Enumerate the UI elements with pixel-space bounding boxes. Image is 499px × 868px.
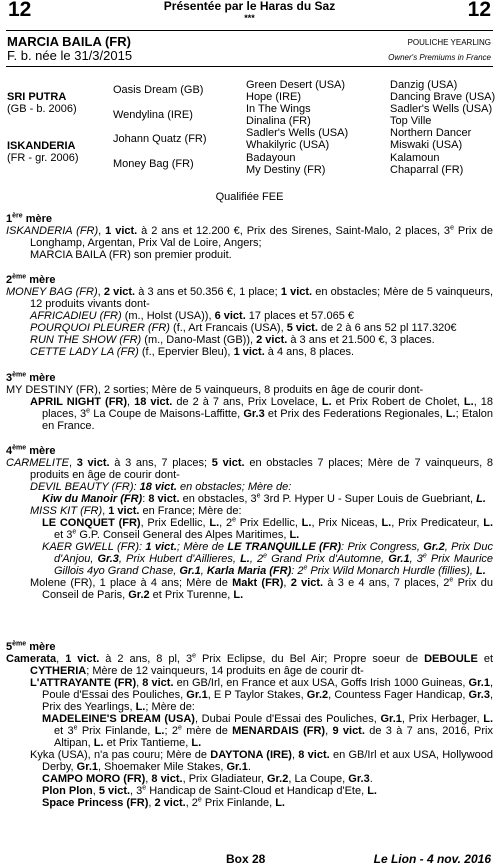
pedigree-gen2: Oasis Dream (GB) — [113, 84, 204, 96]
pedigree-gen2: Wendylina (IRE) — [113, 109, 193, 121]
pedigree-gen4: Northern Dancer — [390, 127, 472, 139]
section-heading: 5ème mère — [6, 640, 56, 653]
birth-date: F. b. née le 31/3/2015 — [7, 48, 133, 63]
pedigree-gen4: Top Ville — [390, 115, 432, 127]
lot-number-right: 12 — [467, 0, 491, 21]
qualifiee-fee: Qualifiée FEE — [215, 191, 284, 203]
pedigree-gen4: Kalamoun — [390, 152, 440, 164]
dam-detail: (FR - gr. 2006) — [7, 152, 79, 164]
pedigree-gen4: Danzig (USA) — [390, 79, 458, 91]
presenter: Présentée par le Haras du Saz — [163, 0, 336, 13]
produce-line: RUN THE SHOW (FR) (m., Dano-Mast (GB)), 2 vict. à 3 ans et 21.500 €, 3 places. — [30, 334, 435, 346]
pedigree-gen3: Whakilyric (USA) — [246, 139, 330, 151]
dam-record: MY DESTINY (FR), 2 sorties; Mère de 5 vainqueurs, 8 produits en âge de courir dont- — [6, 384, 424, 396]
section-heading: 3ème mère — [6, 371, 56, 384]
box-number: Box 28 — [226, 852, 266, 866]
dam-record: ISKANDERIA (FR), 1 vict. à 2 ans et 12.200 €, Prix des Sirenes, Saint-Malo, 2 places, 3e Prix de Longhamp, Argentan, Prix Val de Loire, Angers; — [6, 224, 494, 249]
produce-line: Molene (FR), 1 place à 4 ans; Mère de Makt (FR), 2 vict. à 3 e 4 ans, 7 places, 2e Prix du Conseil de Paris, Gr.2 et Prix Turenne, L. — [30, 576, 494, 601]
dam-record: Camerata, 1 vict. à 2 ans, 8 pl, 3e Prix Eclipse, du Bel Air; Propre soeur de DEBOULE et CYTHERIA; Mère de 12 vainqueurs, 14 produits en âge de courir dt- — [6, 652, 493, 677]
pedigree-gen3: Sadler's Wells (USA) — [246, 127, 349, 139]
produce-line: Plon Plon, 5 vict., 3e Handicap de Saint-Cloud et Handicap d'Ete, L. — [42, 784, 377, 797]
produce-line: LE CONQUET (FR), Prix Edellic, L., 2e Prix Edellic, L., Prix Niceas, L., Prix Predicateur, L. et 3e G.P. Conseil General des Alpes Maritimes, L. — [42, 516, 493, 541]
section-heading: 4ème mère — [6, 444, 56, 457]
divider-top — [6, 30, 493, 31]
section-first-dam — [6, 213, 493, 261]
pedigree-gen3: In The Wings — [246, 103, 311, 115]
produce-line: POURQUOI PLEURER (FR) (f., Art Francais (USA), 5 vict. de 2 à 6 ans 52 pl 117.320€ — [30, 322, 457, 334]
produce-line: DEVIL BEAUTY (FR): 18 vict. en obstacles; Mère de: — [30, 481, 292, 493]
produce-line: Space Princess (FR), 2 vict., 2e Prix Finlande, L. — [42, 796, 285, 809]
pedigree-gen3: My Destiny (FR) — [246, 164, 326, 176]
sale-info: Le Lion - 4 nov. 2016 — [373, 852, 491, 866]
lot-number-left: 12 — [8, 0, 32, 21]
pedigree-gen4: Miswaki (USA) — [390, 139, 463, 151]
produce-line: Kiw du Manoir (FR): 8 vict. en obstacles, 3e 3rd P. Hyper U - Super Louis de Guebriant, L. — [42, 492, 486, 505]
dam-name: ISKANDERIA — [7, 140, 76, 152]
section-fifth-dam — [6, 641, 493, 809]
produce-line: KAER GWELL (FR): 1 vict.; Mère de LE TRANQUILLE (FR): Prix Congress, Gr.2, Prix Duc d'Anjou, Gr.3, Prix Hubert d'Aillieres, L., 2e Grand Prix d'Automne, Gr.1, 3e Prix Maurice Gillois 4yo Grand Chase, Gr.1, Karla Maria (FR): 2e Prix Wild Monarch Hurdle (fillies), L. — [42, 541, 494, 577]
section-fourth-dam — [6, 445, 493, 601]
pedigree-gen3: Badayoun — [246, 152, 296, 164]
pedigree-gen4: Dancing Brave (USA) — [390, 91, 496, 103]
pedigree-gen3: Green Desert (USA) — [246, 79, 346, 91]
produce-line: L'ATTRAYANTE (FR), 8 vict. en GB/Irl, en France et aux USA, Goffs Irish 1000 Guineas, Gr.1, Poule d'Essai des Pouliches, Gr.1, E P Taylor Stakes, Gr.2, Countess Fager Handicap, Gr.3, Prix des Yearlings, L.; Mère de: — [30, 677, 493, 713]
pedigree-gen3: Hope (IRE) — [246, 91, 302, 103]
produce-line: CAMPO MORO (FR), 8 vict., Prix Gladiateur, Gr.2, La Coupe, Gr.3. — [42, 773, 373, 785]
produce-line: Kyka (USA), n'a pas couru; Mère de DAYTONA (IRE), 8 vict. en GB/Irl et aux USA, Hollywood Derby, Gr.1, Shoemaker Mile Stakes, Gr.1. — [30, 749, 493, 773]
pedigree-gen3: Dinalina (FR) — [246, 115, 311, 127]
dam-produce: MARCIA BAILA (FR) son premier produit. — [30, 249, 232, 261]
section-heading: 1ère mère — [6, 212, 52, 225]
section-third-dam — [6, 372, 493, 432]
horse-name: MARCIA BAILA (FR) — [7, 34, 131, 49]
sire-detail: (GB - b. 2006) — [7, 103, 77, 115]
dam-record: MONEY BAG (FR), 2 vict. à 3 ans et 50.356 €, 1 place; 1 vict. en obstacles; Mère de 5 vainqueurs, 12 produits vivants dont- — [6, 286, 493, 310]
produce-line: AFRICADIEU (FR) (m., Holst (USA)), 6 vict. 17 places et 57.065 € — [30, 310, 354, 322]
produce-line: MADELEINE'S DREAM (USA), Dubai Poule d'Essai des Pouliches, Gr.1, Prix Herbager, L. et 3e Prix Finlande, L.; 2e mère de MENARDAIS (FR), 9 vict. de 3 à 7 ans, 2016, Prix Altipan, L. et Prix Tantieme, L. — [42, 713, 493, 749]
pedigree-gen4: Chaparral (FR) — [390, 164, 464, 176]
pedigree-gen2: Money Bag (FR) — [113, 158, 194, 170]
produce-line: CETTE LADY LA (FR) (f., Epervier Bleu), 1 vict. à 4 ans, 8 places. — [30, 346, 355, 358]
dam-record: CARMELITE, 3 vict. à 3 ans, 7 places; 5 vict. en obstacles 7 places; Mère de 7 vainqueurs, 8 produits en âge de courir dont- — [6, 457, 494, 481]
owner-premium: Owner's Premiums in France — [388, 53, 491, 62]
stars: *** — [244, 13, 255, 23]
produce-line: MISS KIT (FR), 1 vict. en France; Mère de: — [30, 505, 242, 517]
section-second-dam — [6, 274, 493, 358]
sire-name: SRI PUTRA — [7, 91, 67, 103]
pedigree-gen4: Sadler's Wells (USA) — [390, 103, 493, 115]
pedigree-gen2: Johann Quatz (FR) — [113, 133, 207, 145]
category: POULICHE YEARLING — [407, 38, 491, 47]
produce-line: APRIL NIGHT (FR), 18 vict. de 2 à 7 ans, Prix Lovelace, L. et Prix Robert de Cholet, L., 18 places, 3e La Coupe de Maisons-Laffitte, Gr.3 et Prix des Federations Regionales, L.; Etalon en France. — [30, 396, 494, 432]
divider-header — [6, 66, 493, 67]
section-heading: 2ème mère — [6, 273, 56, 286]
